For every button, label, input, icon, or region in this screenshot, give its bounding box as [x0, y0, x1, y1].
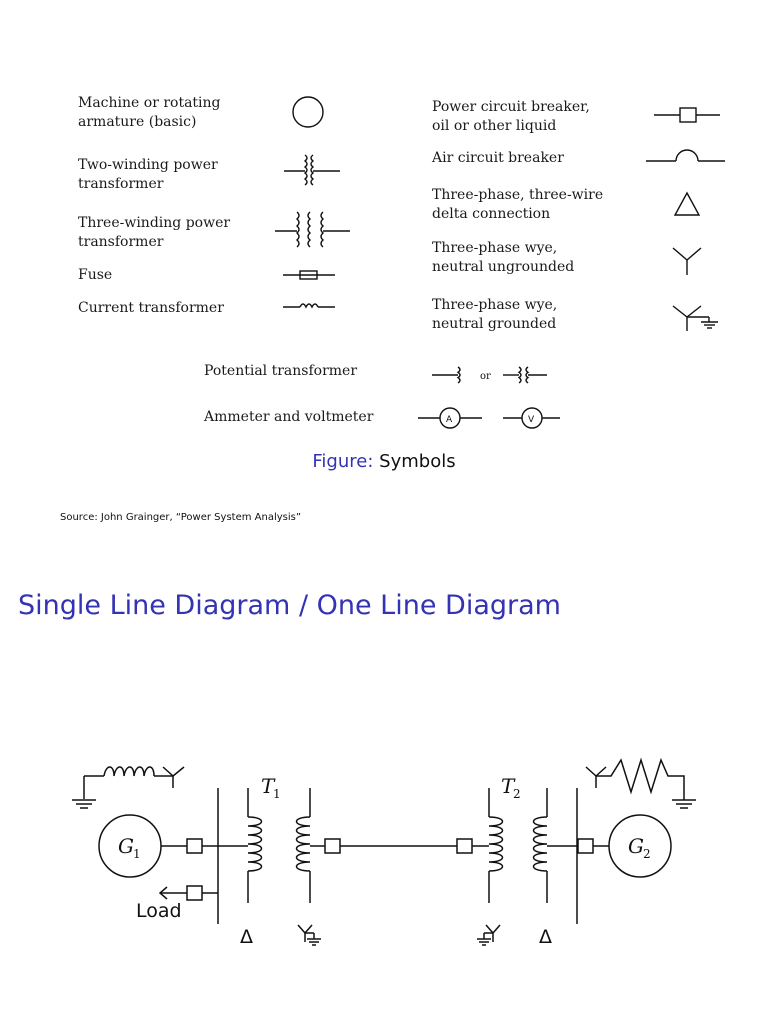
breaker-line-1 [325, 839, 340, 853]
symbol-label-delta: Three-phase, three-wire delta connection [432, 187, 604, 222]
symbol-label-wye-grounded: Three-phase wye, neutral grounded [432, 297, 558, 332]
g1-letter: G [118, 834, 134, 858]
symbol-label-wye-ungrounded: Three-phase wye, neutral ungrounded [432, 240, 575, 275]
symbol-label-fuse: Fuse [78, 267, 113, 283]
machine-circle-icon [293, 97, 323, 127]
wye-ungrounded-icon [673, 248, 701, 275]
caption-text: Symbols [379, 451, 456, 472]
voltmeter-letter: V [528, 415, 535, 425]
t2-delta-symbol: Δ [539, 926, 552, 948]
power-circuit-breaker-icon [654, 108, 720, 122]
load-label: Load [136, 900, 182, 922]
symbol-drawings [0, 0, 768, 450]
section-heading: Single Line Diagram / One Line Diagram [18, 590, 561, 621]
two-winding-transformer-icon [284, 155, 340, 185]
symbol-label-machine: Machine or rotating armature (basic) [78, 95, 221, 130]
ammeter-letter: A [446, 415, 453, 425]
symbol-label-power-breaker: Power circuit breaker, oil or other liquid [432, 99, 590, 134]
g2-grounding-resistor [586, 760, 696, 808]
t1-sub: 1 [273, 787, 281, 801]
breaker-line-2 [457, 839, 472, 853]
three-winding-transformer-icon [275, 212, 350, 247]
t2-sub: 2 [513, 787, 521, 801]
symbol-label-ammeter-voltmeter: Ammeter and voltmeter [204, 409, 374, 425]
current-transformer-icon [283, 304, 335, 307]
g2-sub: 2 [643, 847, 651, 861]
transformer-t1 [248, 788, 310, 903]
g2-letter: G [628, 834, 644, 858]
t1-delta-symbol: Δ [240, 926, 253, 948]
transformer-t2 [489, 788, 547, 903]
symbol-label-two-winding: Two-winding power transformer [78, 157, 218, 192]
or-text: or [480, 371, 491, 382]
g1-sub: 1 [133, 847, 141, 861]
symbol-label-current-transformer: Current transformer [78, 300, 224, 316]
fuse-icon [283, 271, 335, 279]
g1-grounding-reactor [72, 767, 184, 808]
symbol-label-air-breaker: Air circuit breaker [432, 150, 564, 166]
caption-prefix: Figure: [312, 451, 374, 472]
single-line-diagram [0, 720, 768, 1020]
t1-wye-grounded-icon [298, 925, 321, 945]
figure-caption [0, 451, 768, 472]
breaker-g1 [187, 839, 202, 853]
breaker-load [187, 886, 202, 900]
breaker-g2 [578, 839, 593, 853]
wye-grounded-icon [673, 306, 718, 331]
source-citation: Source: John Grainger, “Power System Analysis” [60, 512, 302, 523]
symbol-label-potential-transformer: Potential transformer [204, 363, 358, 379]
t2-letter: T [501, 774, 515, 798]
ammeter-voltmeter-icon [418, 408, 560, 428]
t2-wye-grounded-icon [477, 925, 500, 945]
delta-connection-icon [675, 193, 699, 215]
t1-letter: T [261, 774, 275, 798]
air-circuit-breaker-icon [646, 150, 725, 161]
symbol-label-three-winding: Three-winding power transformer [78, 215, 231, 250]
